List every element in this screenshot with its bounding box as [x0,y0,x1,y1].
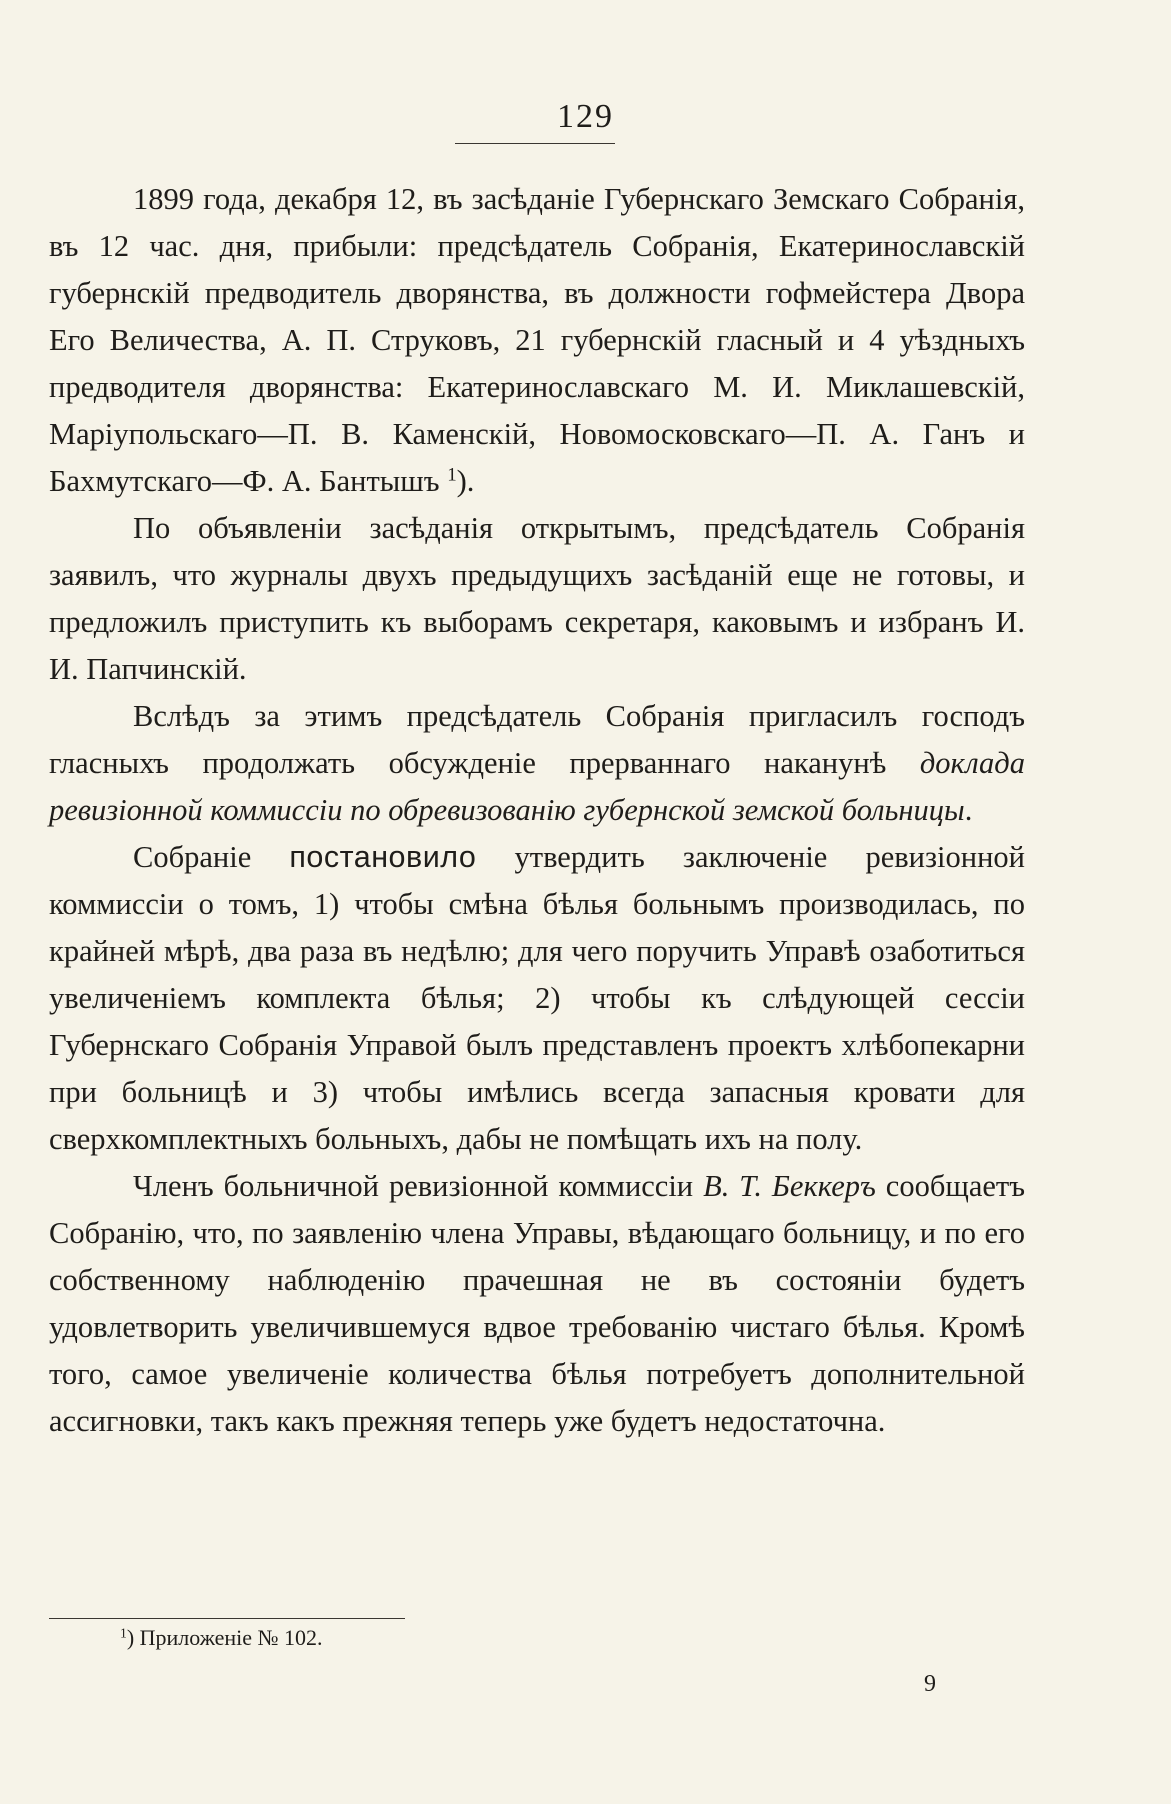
footnote-text: ) Приложеніе № 102. [126,1625,323,1650]
paragraph-member-report [49,1163,1025,1445]
footnote-ref: 1 [447,464,457,486]
paragraph-lead: Членъ больничной ревизіонной коммиссіи [133,1169,704,1203]
signature-mark: 9 [924,1671,936,1697]
paragraph-secretary-election: По объявленіи засѣданія открытымъ, предсѣдатель Собранія заявилъ, что журналы двухъ предыдущихъ засѣданій еще не готовы, и предложилъ приступить къ выборамъ секретаря, каковымъ и избранъ И. И. Папчинскій. [49,511,1025,686]
page-number: 129 [557,98,614,135]
resolution-keyword: постановило [289,840,477,874]
paragraph-tail: утвердить заключеніе ревизіонной коммиссіи о томъ, 1) чтобы смѣна бѣлья больнымъ производилась, по крайней мѣрѣ, два раза въ недѣлю; для чего поручить Управѣ озаботиться увеличеніемъ комплекта бѣлья; 2) чтобы къ слѣдующей сессіи Губернскаго Собранія Управой былъ представленъ проектъ хлѣбопекарни при больницѣ и 3) чтобы имѣлись всегда запасныя кровати для сверхкомплектныхъ больныхъ, дабы не помѣщать ихъ на полу. [49,840,1025,1156]
paragraph-tail: сообщаетъ Собранію, что, по заявленію члена Управы, вѣдающаго больницу, и по его собственному наблюденію прачешная не въ состояніи будетъ удовлетворить увеличившемуся вдвое требованію чистаго бѣлья. Кромѣ того, самое увеличеніе количества бѣлья потребуетъ дополнительной ассигновки, такъ какъ прежняя теперь уже будетъ недостаточна. [49,1169,1026,1438]
paragraph-text: 1899 года, декабря 12, въ засѣданіе Губернскаго Земскаго Собранія, въ 12 час. дня, прибыли: предсѣдатель Собранія, Екатеринославскій губернскій предводитель дворянства, въ должности гофмейстера Двора Его Величества, А. П. Струковъ, 21 губернскій гласный и 4 уѣздныхъ предводителя дворянства: Екатеринославскаго М. И. Миклашевскій, Маріупольскаго—П. В. Каменскій, Новомосковскаго—П. А. Ганъ и Бахмутскаго—Ф. А. Бантышъ [49,182,1025,498]
paragraph-report-discussion [49,693,1025,834]
header-rule [455,143,615,144]
paragraph-lead: Собраніе [133,840,290,874]
paragraph-lead: Вслѣдъ за этимъ предсѣдатель Собранія пригласилъ господъ гласныхъ продолжать обсужденіе прерваннаго наканунѣ [49,699,1025,780]
paragraph-resolution [49,834,1025,1163]
member-name: В. Т. Беккеръ [703,1169,876,1203]
report-title: доклада ревизіонной коммиссіи по обревизованію губернской земской больницы [49,746,1025,827]
footnote [120,1620,323,1656]
footnote-marker: 1 [120,1625,127,1641]
paragraph-tail: . [964,793,973,827]
paragraph-tail: ). [456,464,475,498]
body-text [49,176,1025,1445]
footnote-rule [49,1618,405,1619]
paragraph-attendance [49,176,1025,505]
